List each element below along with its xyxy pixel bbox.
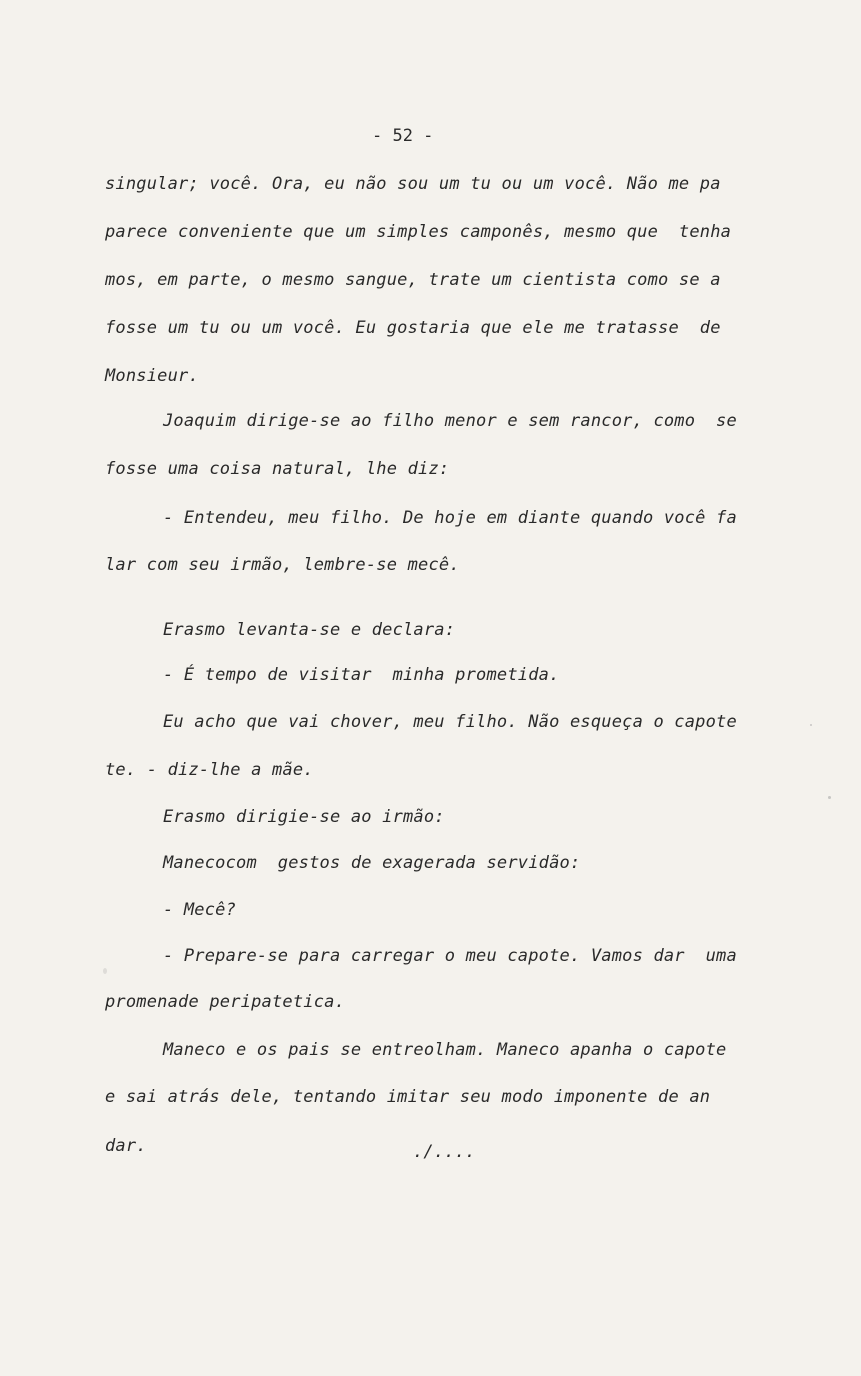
text-line: dar. bbox=[105, 1136, 147, 1156]
text-line: singular; você. Ora, eu não sou um tu ou um você. Não me pa bbox=[105, 174, 721, 194]
paper-speck bbox=[810, 724, 812, 726]
text-line: - Prepare-se para carregar o meu capote. Vamos dar uma bbox=[163, 946, 737, 966]
text-line: Maneco e os pais se entreolham. Maneco apanha o capote bbox=[163, 1040, 727, 1060]
text-line: fosse uma coisa natural, lhe diz: bbox=[105, 459, 450, 479]
text-line: Manecocom gestos de exagerada servidão: bbox=[163, 853, 581, 873]
page-number: - 52 - bbox=[372, 126, 434, 146]
text-line: parece conveniente que um simples camponês, mesmo que tenha bbox=[105, 222, 732, 242]
text-line: Monsieur. bbox=[105, 366, 199, 386]
text-line: e sai atrás dele, tentando imitar seu modo imponente de an bbox=[105, 1087, 711, 1107]
paper-speck bbox=[828, 796, 831, 799]
text-line: mos, em parte, o mesmo sangue, trate um cientista como se a bbox=[105, 270, 721, 290]
text-line: Eu acho que vai chover, meu filho. Não esqueça o capote bbox=[163, 712, 737, 732]
text-line: Joaquim dirige-se ao filho menor e sem rancor, como se bbox=[163, 411, 737, 431]
text-line: Erasmo dirigie-se ao irmão: bbox=[163, 807, 445, 827]
text-line: Erasmo levanta-se e declara: bbox=[163, 620, 456, 640]
text-line: fosse um tu ou um você. Eu gostaria que ele me tratasse de bbox=[105, 318, 721, 338]
text-line: - Mecê? bbox=[163, 900, 237, 920]
text-line: lar com seu irmão, lembre-se mecê. bbox=[105, 555, 460, 575]
text-line: - É tempo de visitar minha prometida. bbox=[163, 665, 560, 685]
continuation-mark: ./.... bbox=[413, 1142, 476, 1162]
text-line: promenade peripatetica. bbox=[105, 992, 346, 1012]
paper-speck bbox=[103, 968, 107, 974]
text-line: te. - diz-lhe a mãe. bbox=[105, 760, 314, 780]
text-line: - Entendeu, meu filho. De hoje em diante quando você fa bbox=[163, 508, 737, 528]
